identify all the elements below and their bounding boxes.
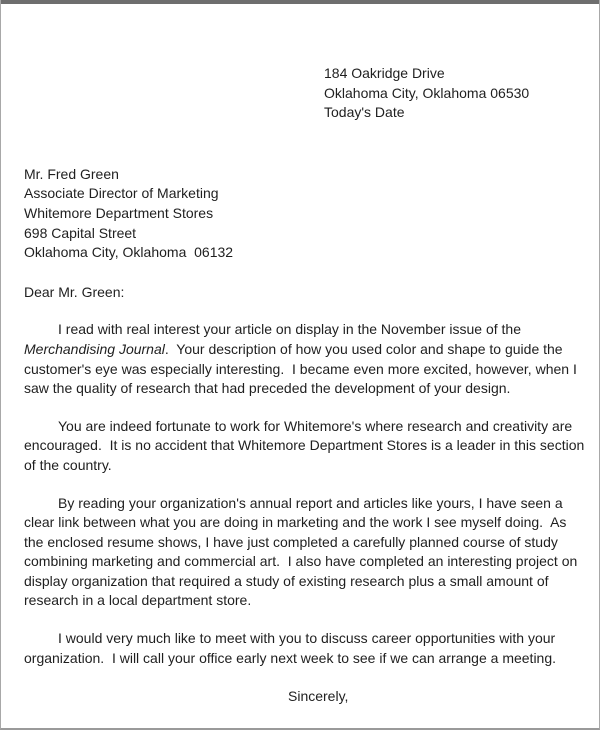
complimentary-closing: Sincerely, — [288, 688, 349, 705]
recipient-address-block — [24, 165, 585, 263]
body-paragraph-3: By reading your organization's annual report and articles like yours, I have seen a clear link between what you are doing in marketing and the work I see myself doing. As the enclosed resume shows, I have just completed a carefully planned course of study combining marketing and commercial art. I also have completed an interesting project on display organization that required a study of existing research plus a small amount of research in a local department store. — [24, 494, 582, 609]
body-paragraph-1 — [24, 320, 585, 398]
paragraph-1-text-after: . Your description of how you used color and shape to guide the customer's eye was especially interesting. I became even more excited, however, when I saw the quality of research that had preceded the development of your design. — [24, 340, 581, 397]
salutation: Dear Mr. Green: — [24, 283, 125, 300]
sender-street: 184 Oakridge Drive — [324, 65, 445, 81]
paragraph-1-text-before: I read with real interest your article on display in the November issue of the — [58, 321, 525, 338]
letter-date: Today's Date — [324, 104, 405, 121]
recipient-name: Mr. Fred Green — [24, 165, 119, 182]
page-top-border — [1, 0, 599, 4]
recipient-company: Whitemore Department Stores — [24, 204, 214, 221]
recipient-title: Associate Director of Marketing — [24, 185, 219, 202]
letter-content — [1, 64, 599, 707]
publication-title: Merchandising Journal — [24, 340, 165, 357]
body-paragraph-2: You are indeed fortunate to work for Whitemore's where research and creativity are encouraged. It is no accident that Whitemore Department Stores is a leader in this section of the country. — [24, 417, 589, 473]
sender-address-block — [324, 64, 585, 123]
sender-city-state-zip: Oklahoma City, Oklahoma 06530 — [324, 84, 530, 101]
recipient-city-state-zip: Oklahoma City, Oklahoma 06132 — [24, 244, 234, 261]
recipient-street: 698 Capital Street — [24, 224, 137, 241]
body-paragraph-4: I would very much like to meet with you to discuss career opportunities with your organization. I will call your office early next week to see if we can arrange a meeting. — [24, 630, 560, 666]
